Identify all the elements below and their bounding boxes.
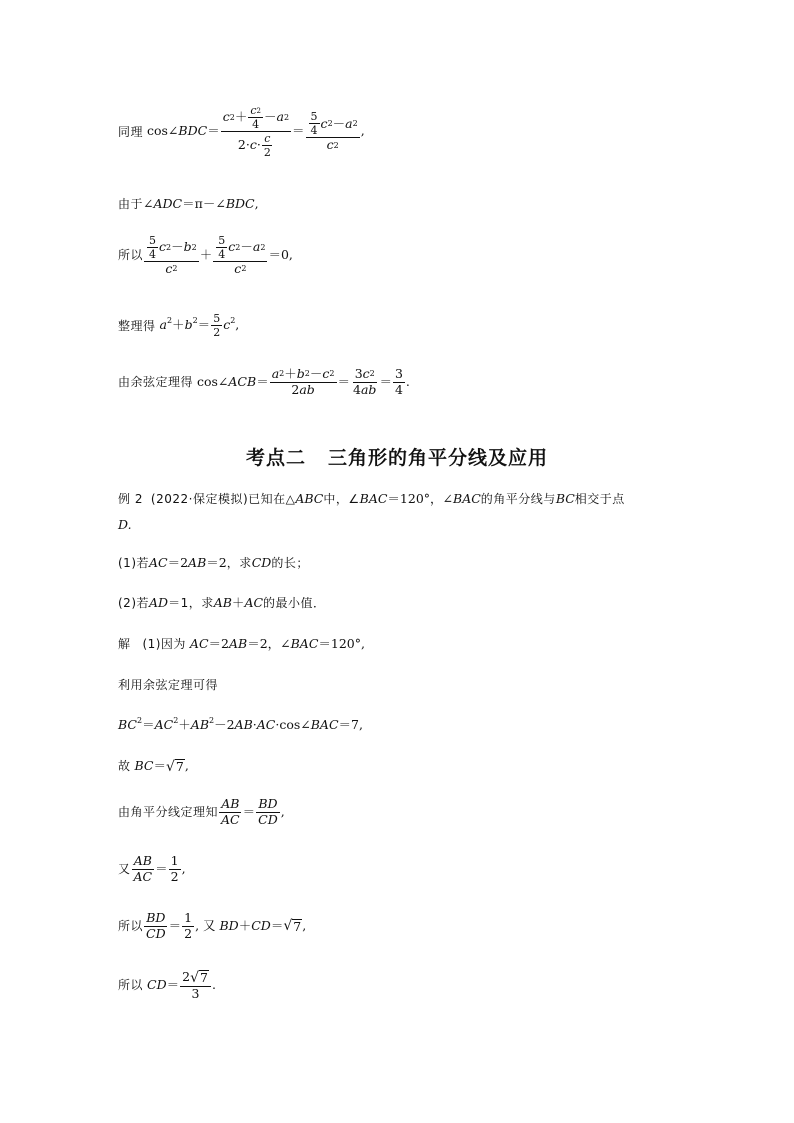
solution-line-2: 利用余弦定理可得	[118, 678, 219, 692]
example-source: (2022·保定模拟)	[150, 492, 249, 506]
section-title: 三角形的角平分线及应用	[328, 447, 549, 469]
solution-label: 解	[118, 637, 131, 652]
line-1-prefix: 同理	[118, 124, 144, 139]
derivation-line-1: 同理 cos∠BDC＝ c 2 ＋ c 2 4 － a 2 2· c · $\frac{c}{2}$ ＝ $\frac{5}{4}$ c 2 － a 2 c 2 ,	[118, 104, 365, 159]
line-4-prefix: 整理得	[118, 318, 156, 333]
fraction: $\frac{BD}{CD}$	[258, 796, 278, 827]
section-heading	[0, 443, 794, 470]
solution-line-8: 所以 CD＝ 2 √ 7 3 .	[118, 969, 216, 1001]
fraction: a 2 ＋ b 2 － c 2 2 ab	[271, 366, 335, 397]
line-2-prefix: 由于	[118, 197, 144, 212]
sqrt: √ 7	[166, 758, 184, 775]
fraction: $\frac{5}{4}$ c 2 － b 2 c 2	[144, 235, 199, 276]
derivation-line-4: 整理得 $a^2+b^2=$ $\frac{5}{2}$ $c^2$,	[118, 312, 240, 339]
point-label: D.	[118, 517, 132, 532]
sqrt: √ 7	[283, 918, 302, 935]
example-2-statement: 例 2 (2022·保定模拟)已知在△ABC中，∠BAC＝120°，∠BAC的角平分线与BC相交于点 D.	[118, 491, 625, 532]
solution-line-7: 所以 $\frac{BD}{CD}$ ＝ $\frac{1}{2}$ , 又 BD＋CD＝ √ 7 ,	[118, 910, 307, 941]
line-3-prefix: 所以	[118, 248, 144, 263]
solution-line-6: 又 $\frac{AB}{AC}$ ＝ $\frac{1}{2}$ ,	[118, 853, 186, 884]
section-number: 考点二	[245, 447, 306, 469]
fraction: $\frac{5}{4}$ c 2 － a 2 c 2	[213, 235, 267, 276]
fraction: $\frac{3}{4}$	[394, 366, 403, 397]
fraction: $\frac{AB}{AC}$	[133, 853, 153, 884]
question-1: (1)若 AC＝2AB＝2 ，求 CD 的长；	[118, 555, 309, 571]
fraction: 2 √ 7 3	[180, 970, 211, 1000]
fraction: 3 c 2 4 ab	[353, 366, 377, 397]
solution-line-4: 故 BC＝ √ 7 ,	[118, 758, 189, 775]
fraction: c 2 ＋ c 2 4 － a 2 2· c · $\frac{c}{2}$	[222, 104, 290, 159]
line-5-prefix: 由余弦定理得	[118, 375, 194, 389]
fraction: $\frac{1}{2}$	[170, 853, 179, 884]
derivation-line-5: 由余弦定理得 cos∠ACB＝ a 2 ＋ b 2 － c 2 2 ab ＝ 3 c 2 4 ab ＝ $\frac{3}{4}$ .	[118, 366, 410, 397]
solution-line-5: 由角平分线定理知 $\frac{AB}{AC}$ ＝ $\frac{BD}{CD}$ ,	[118, 796, 285, 827]
solution-line-3: $BC^2=AC^2+AB^2-2AB\cdot AC\cdot\cos\angle BAC=7$,	[118, 716, 363, 732]
derivation-line-2: 由于 ∠ADC＝π－∠BDC,	[118, 196, 259, 212]
example-label: 例 2	[118, 492, 143, 506]
question-2: (2)若 AD ＝1，求 AB＋AC 的最小值．	[118, 595, 326, 611]
fraction: $\frac{AB}{AC}$	[221, 796, 240, 827]
derivation-line-3: 所以 $\frac{5}{4}$ c 2 － b 2 c 2 ＋ $\frac{5}{4}$ c 2 － a 2 c 2 ＝0,	[118, 234, 293, 276]
fraction: $\frac{5}{2}$	[213, 312, 221, 339]
solution-line-1: 解 (1)因为 AC＝2AB＝2，∠BAC＝120°,	[118, 636, 365, 652]
fraction: $\frac{BD}{CD}$	[146, 910, 166, 941]
fraction: $\frac{1}{2}$	[184, 910, 193, 941]
fraction: $\frac{5}{4}$ c 2 － a 2 c 2	[306, 111, 360, 152]
